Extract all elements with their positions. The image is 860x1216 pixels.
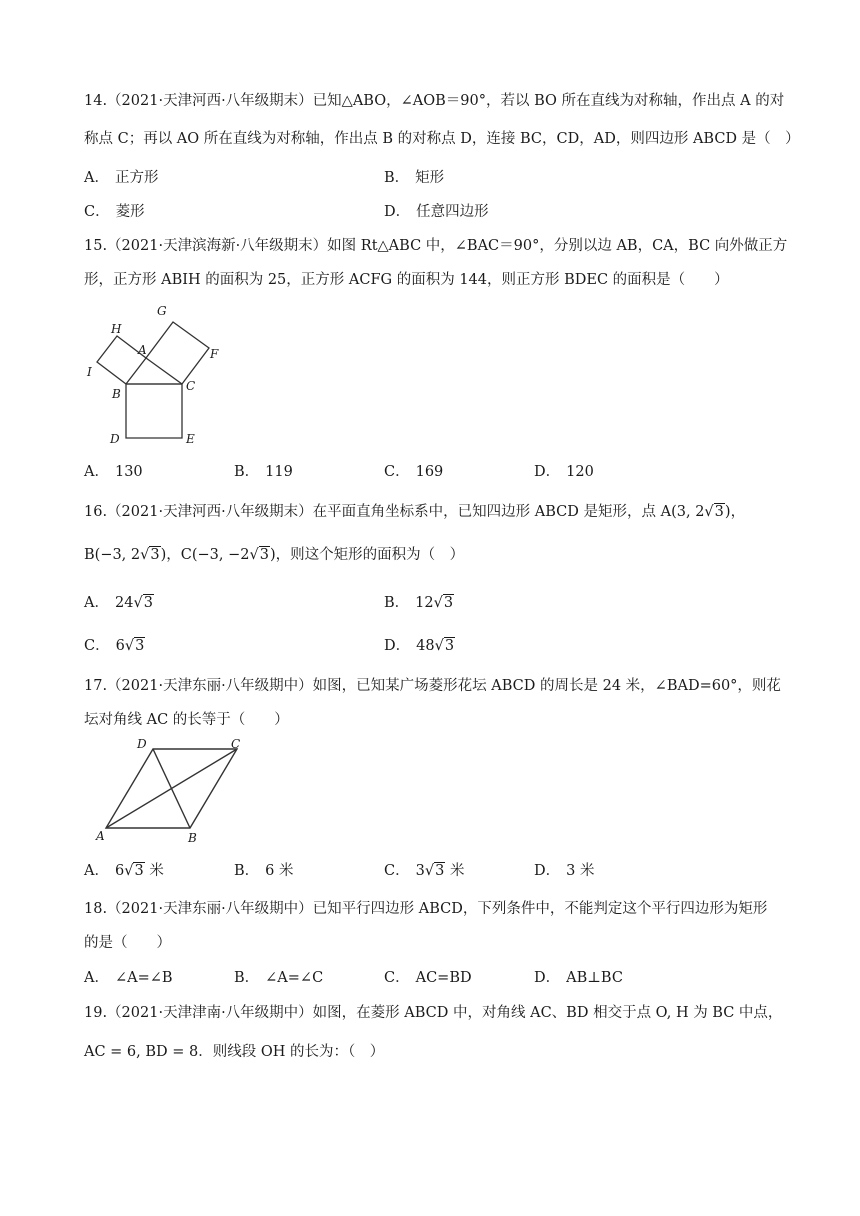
- q17-option-b[interactable]: B． 6 米: [234, 863, 294, 879]
- q15-option-a[interactable]: A． 130: [84, 464, 143, 480]
- q17-figure-rhombus: [90, 734, 260, 846]
- q18-stem-line2: 的是（ ）: [84, 935, 171, 951]
- q15-stem-line1: 15.（2021·天津滨海新·八年级期末）如图 Rt△ABC 中，∠BAC＝90°，分别以边 AB，CA，BC 向外做正方: [84, 238, 788, 254]
- q17-option-a[interactable]: A． 6√3 米: [84, 863, 164, 879]
- q18-option-d[interactable]: D． AB⊥BC: [534, 970, 623, 986]
- q15-label-c: C: [186, 379, 196, 393]
- q15-option-b[interactable]: B． 119: [234, 464, 293, 480]
- q15-label-h: H: [111, 322, 122, 336]
- q15-stem-line2: 形，正方形 ABIH 的面积为 25，正方形 ACFG 的面积为 144，则正方形 BDEC 的面积是（ ）: [84, 272, 729, 288]
- q14-stem-line2: 称点 C；再以 AO 所在直线为对称轴，作出点 B 的对称点 D，连接 BC，CD，AD，则四边形 ABCD 是（ ）: [84, 131, 800, 147]
- q17-stem-line2: 坛对角线 AC 的长等于（ ）: [84, 712, 289, 728]
- q14-stem-line1: 14.（2021·天津河西·八年级期末）已知△ABO，∠AOB＝90°，若以 BO 所在直线为对称轴，作出点 A 的对: [84, 93, 785, 109]
- sqrt-sign: √: [704, 504, 714, 520]
- q18-option-c[interactable]: C． AC=BD: [384, 970, 472, 986]
- q17-label-a: A: [96, 829, 105, 843]
- q16-option-b[interactable]: B． 12√3: [384, 595, 454, 611]
- q15-option-c[interactable]: C． 169: [384, 464, 444, 480]
- q17-label-d: D: [137, 737, 147, 751]
- q15-label-d: D: [110, 432, 120, 446]
- q16-stem-line2: B(−3, 2√3)，C(−3, −2√3)，则这个矩形的面积为（ ）: [84, 547, 465, 563]
- q17-label-b: B: [188, 831, 197, 845]
- q15-figure-squares: [80, 300, 230, 450]
- q15-option-d[interactable]: D． 120: [534, 464, 594, 480]
- q14-option-a[interactable]: A． 正方形: [84, 170, 159, 186]
- radicand: 3: [714, 504, 724, 520]
- q18-option-b[interactable]: B． ∠A=∠C: [234, 970, 324, 986]
- q16-option-c[interactable]: C． 6√3: [84, 638, 145, 654]
- sqrt-sign: √: [140, 547, 150, 563]
- q18-stem-line1: 18.（2021·天津东丽·八年级期中）已知平行四边形 ABCD，下列条件中，不能判定这个平行四边形为矩形: [84, 901, 768, 917]
- q14-option-d[interactable]: D． 任意四边形: [384, 204, 489, 220]
- sqrt-sign: √: [249, 547, 259, 563]
- q17-label-c: C: [231, 737, 241, 751]
- q19-stem-line2: AC = 6, BD = 8．则线段 OH 的长为：（ ）: [84, 1044, 385, 1060]
- q17-option-c[interactable]: C． 3√3 米: [384, 863, 465, 879]
- q16-option-d[interactable]: D． 48√3: [384, 638, 455, 654]
- q16-option-a[interactable]: A． 24√3: [84, 595, 153, 611]
- q18-option-a[interactable]: A． ∠A=∠B: [84, 970, 173, 986]
- q14-option-c[interactable]: C． 菱形: [84, 204, 145, 220]
- q15-label-f: F: [210, 347, 219, 361]
- radicand: 3: [150, 547, 160, 563]
- q17-stem-line1: 17.（2021·天津东丽·八年级期中）如图，已知某广场菱形花坛 ABCD 的周长是 24 米，∠BAD=60°，则花: [84, 678, 781, 694]
- q16-stem-line1: 16.（2021·天津河西·八年级期末）在平面直角坐标系中，已知四边形 ABCD 是矩形，点 A(3, 2√3)，: [84, 504, 746, 520]
- q14-option-b[interactable]: B． 矩形: [384, 170, 445, 186]
- q15-label-a: A: [138, 343, 147, 357]
- q19-stem-line1: 19.（2021·天津津南·八年级期中）如图，在菱形 ABCD 中，对角线 AC、BD 相交于点 O, H 为 BC 中点，: [84, 1005, 783, 1021]
- q15-label-e: E: [186, 432, 195, 446]
- q17-option-d[interactable]: D． 3 米: [534, 863, 595, 879]
- q15-label-b: B: [112, 387, 121, 401]
- radicand: 3: [259, 547, 269, 563]
- q15-label-i: I: [87, 365, 92, 379]
- q15-label-g: G: [157, 304, 167, 318]
